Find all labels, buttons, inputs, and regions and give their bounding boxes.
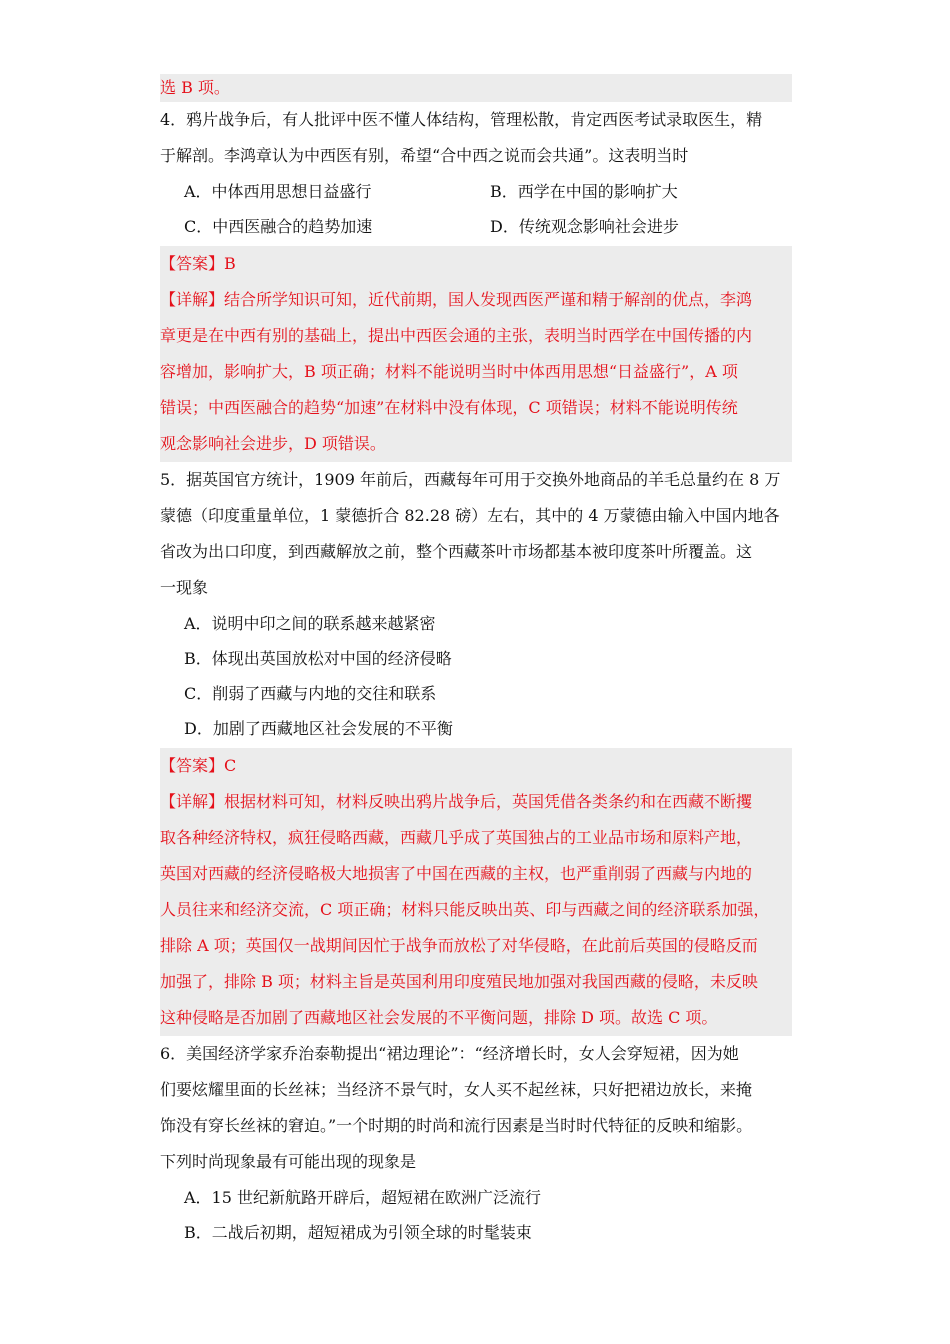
document-page [160,70,792,1250]
question-5-explain-line-7: 这种侵略是否加剧了西藏地区社会发展的不平衡问题，排除 D 项。故选 C 项。 [160,1008,718,1027]
option-a: A．中体西用思想日益盛行 [184,182,372,201]
question-5-explain-line-3: 英国对西藏的经济侵略极大地损害了中国在西藏的主权，也严重削弱了西藏与内地的 [160,864,753,883]
question-4-explain-line-3: 容增加，影响扩大，B 项正确；材料不能说明当时中体西用思想“日益盛行”，A 项 [160,362,738,381]
question-5-stem-line-3: 省改为出口印度，到西藏解放之前，整个西藏茶叶市场都基本被印度茶叶所覆盖。这 [160,542,753,561]
question-4-stem-line-2: 于解剖。李鸿章认为中西医有别，希望“合中西之说而会共通”。这表明当时 [160,146,689,165]
question-5-explain-line-4: 人员往来和经济交流，C 项正确；材料只能反映出英、印与西藏之间的经济联系加强， [160,900,770,919]
question-4-options-row-2 [160,209,792,244]
question-6-stem-line-3: 饰没有穿长丝袜的窘迫。”一个时期的时尚和流行因素是当时时代特征的反映和缩影。 [160,1116,753,1135]
question-6-stem-line-2: 们要炫耀里面的长丝袜；当经济不景气时，女人买不起丝袜，只好把裙边放长，来掩 [160,1080,753,1099]
question-4-options-row-1 [160,174,792,209]
option-c: C．中西医融合的趋势加速 [184,217,373,236]
question-4-explain-line-5: 观念影响社会进步，D 项错误。 [160,434,386,453]
question-5-answer: 【答案】C [160,756,237,775]
question-5-explain-line-6: 加强了，排除 B 项；材料主旨是英国利用印度殖民地加强对我国西藏的侵略，未反映 [160,972,758,991]
question-4-explain-line-4: 错误；中西医融合的趋势“加速”在材料中没有体现，C 项错误；材料不能说明传统 [160,398,738,417]
option-b: B．体现出英国放松对中国的经济侵略 [184,649,452,668]
question-4-explain-line-1: 【详解】结合所学知识可知，近代前期，国人发现西医严谨和精于解剖的优点，李鸿 [160,290,753,309]
option-b: B．二战后初期，超短裙成为引领全球的时髦装束 [184,1223,532,1242]
question-5-explain-line-1: 【详解】根据材料可知，材料反映出鸦片战争后，英国凭借各类条约和在西藏不断攫 [160,792,753,811]
option-d: D．传统观念影响社会进步 [490,217,679,236]
question-4-answer: 【答案】B [160,254,236,273]
question-4 [160,102,792,462]
question-5-solution [160,748,792,1036]
option-a: A．说明中印之间的联系越来越紧密 [184,614,436,633]
question-6 [160,1036,792,1250]
question-5-explain-line-2: 取各种经济特权，疯狂侵略西藏，西藏几乎成了英国独占的工业品市场和原料产地， [160,828,753,847]
question-4-stem-line-1: 4．鸦片战争后，有人批评中医不懂人体结构，管理松散，肯定西医考试录取医生，精 [160,110,763,129]
option-d: D．加剧了西藏地区社会发展的不平衡 [184,719,453,738]
question-4-explain-line-2: 章更是在中西有别的基础上，提出中西医会通的主张，表明当时西学在中国传播的内 [160,326,753,345]
question-5 [160,462,792,1036]
prev-answer-tail: 选 B 项。 [160,74,792,102]
question-4-solution [160,246,792,462]
question-6-stem-line-1: 6．美国经济学家乔治泰勒提出“裙边理论”：“经济增长时，女人会穿短裙，因为她 [160,1044,739,1063]
question-5-stem-line-1: 5．据英国官方统计，1909 年前后，西藏每年可用于交换外地商品的羊毛总量约在 8 万 [160,470,781,489]
question-5-explain-line-5: 排除 A 项；英国仅一战期间因忙于战争而放松了对华侵略，在此前后英国的侵略反而 [160,936,758,955]
option-b: B．西学在中国的影响扩大 [490,182,678,201]
question-6-stem-line-4: 下列时尚现象最有可能出现的现象是 [160,1152,417,1171]
option-a: A．15 世纪新航路开辟后，超短裙在欧洲广泛流行 [184,1188,542,1207]
question-5-stem-line-4: 一现象 [160,578,209,597]
question-5-stem-line-2: 蒙德（印度重量单位，1 蒙德折合 82.28 磅）左右，其中的 4 万蒙德由输入中国内地各 [160,506,780,525]
option-c: C．削弱了西藏与内地的交往和联系 [184,684,437,703]
